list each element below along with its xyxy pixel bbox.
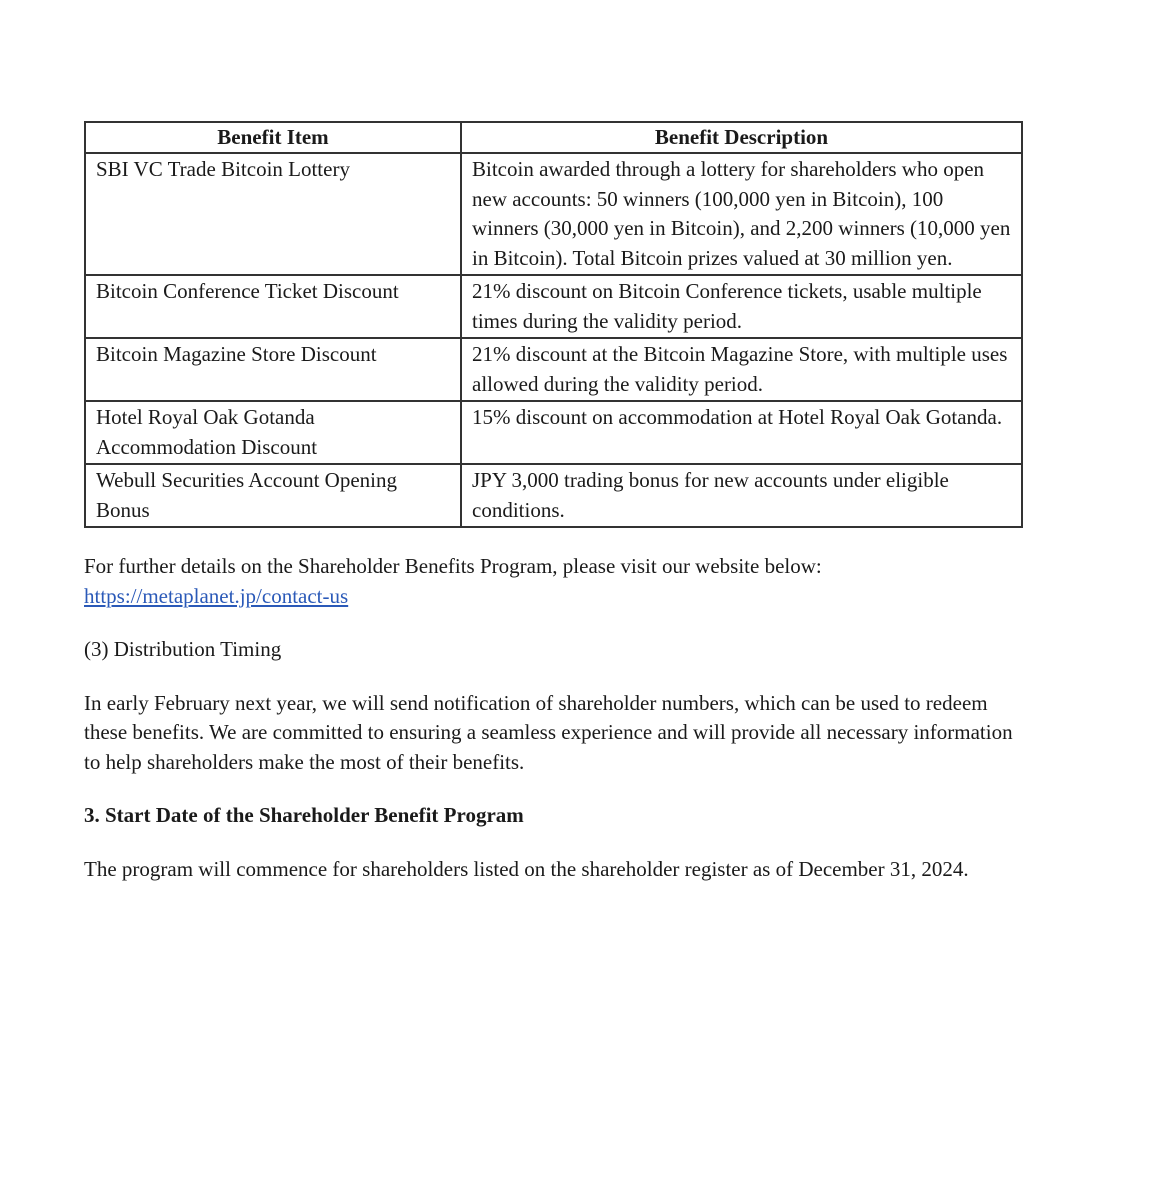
start-date-heading: 3. Start Date of the Shareholder Benefit Program [84,803,524,827]
table-row [85,464,1022,527]
table-row [85,338,1022,401]
table-row [85,401,1022,464]
benefit-item-cell: SBI VC Trade Bitcoin Lottery [85,153,461,275]
benefit-description-cell: JPY 3,000 trading bonus for new accounts under eligible conditions. [461,464,1022,527]
table-row [85,275,1022,338]
distribution-timing-title: (3) Distribution Timing [84,637,282,661]
benefits-table [84,121,1023,528]
benefit-item-cell: Webull Securities Account Opening Bonus [85,464,461,527]
distribution-timing-text: In early February next year, we will send notification of shareholder numbers, which can be used to redeem these benefits. We are committed to ensuring a seamless experience and will provide all necessary information to help shareholders make the most of their benefits. [84,690,1013,774]
benefit-description-cell: 21% discount at the Bitcoin Magazine Store, with multiple uses allowed during the validity period. [461,338,1022,401]
contact-us-link[interactable]: https://metaplanet.jp/contact-us [84,583,349,608]
details-text: For further details on the Shareholder Benefits Program, please visit our website below: [84,554,822,578]
benefit-item-cell: Bitcoin Conference Ticket Discount [85,275,461,338]
details-paragraph [84,552,1021,611]
benefit-item-cell: Hotel Royal Oak Gotanda Accommodation Discount [85,401,461,464]
start-date-text: The program will commence for shareholders listed on the shareholder register as of December 31, 2024. [84,856,969,881]
table-row [85,153,1022,275]
benefit-description-cell: 21% discount on Bitcoin Conference tickets, usable multiple times during the validity period. [461,275,1022,338]
header-benefit-description: Benefit Description [461,122,1022,153]
benefit-item-cell: Bitcoin Magazine Store Discount [85,338,461,401]
document-page [84,121,1021,884]
table-header-row [85,122,1022,153]
header-benefit-item: Benefit Item [85,122,461,153]
benefit-description-cell: 15% discount on accommodation at Hotel Royal Oak Gotanda. [461,401,1022,464]
benefit-description-cell: Bitcoin awarded through a lottery for shareholders who open new accounts: 50 winners (100,000 yen in Bitcoin), 100 winners (30,000 yen in Bitcoin), and 2,200 winners (10,000 yen in Bitcoin). Total Bitcoin prizes valued at 30 million yen. [461,153,1022,275]
